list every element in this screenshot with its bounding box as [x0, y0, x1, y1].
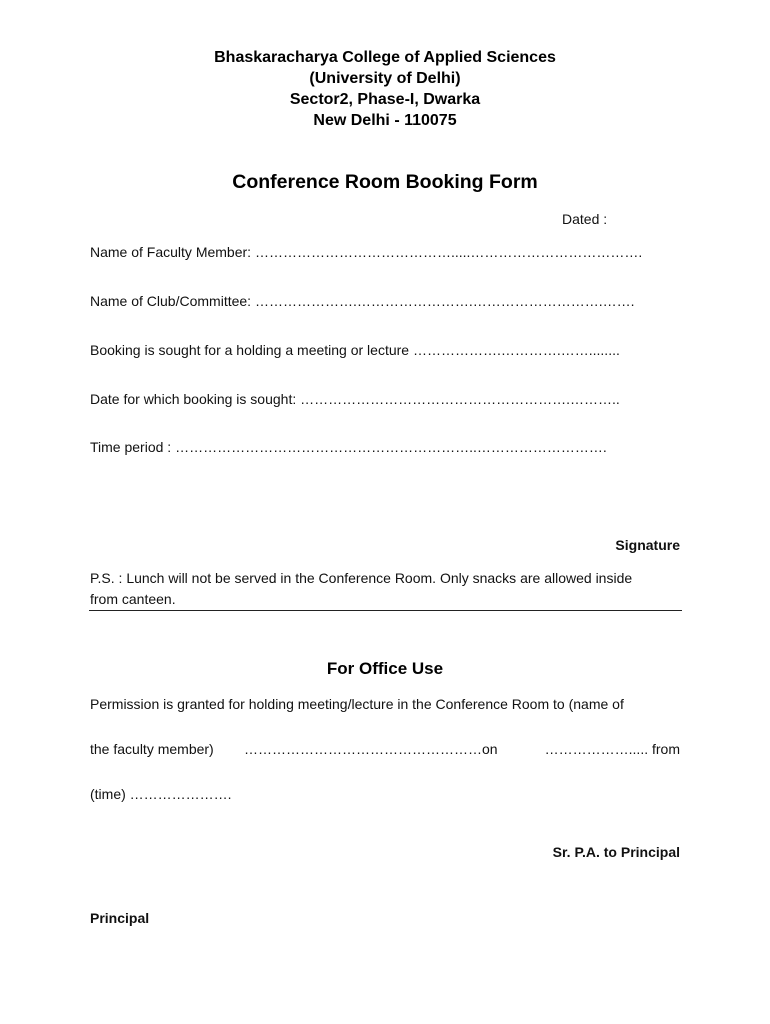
time-period-field: Time period : ………………………………………………………..………………………. — [90, 439, 607, 455]
principal-label: Principal — [90, 910, 150, 926]
university-name: (University of Delhi) — [309, 70, 461, 87]
section-divider — [89, 610, 682, 611]
address-line-1: Sector2, Phase-I, Dwarka — [289, 91, 481, 108]
college-name: Bhaskaracharya College of Applied Sciences — [214, 49, 556, 66]
club-committee-field: Name of Club/Committee: ………………….…………………….……………………….……. — [90, 293, 635, 309]
permission-line-2c: ………………..... from — [544, 741, 680, 757]
permission-line-2a: the faculty member) — [90, 741, 214, 757]
booking-date-field: Date for which booking is sought: ………………………………………………….……….. — [90, 391, 620, 407]
booking-purpose-field: Booking is sought for a holding a meeting or lecture ……………….………….……........ — [90, 342, 620, 358]
sr-pa-label: Sr. P.A. to Principal — [552, 844, 680, 860]
note-line-2: from canteen. — [90, 591, 176, 607]
signature-label: Signature — [615, 537, 680, 553]
address-line-2: New Delhi - 110075 — [313, 112, 457, 129]
office-use-title: For Office Use — [326, 659, 444, 678]
note-line-1: P.S. : Lunch will not be served in the Conference Room. Only snacks are allowed inside — [90, 570, 633, 586]
form-title: Conference Room Booking Form — [232, 171, 538, 193]
permission-line-3: (time) …………………. — [90, 786, 232, 802]
permission-line-2b: ……………………………………………on — [244, 741, 498, 757]
faculty-name-field: Name of Faculty Member: …………………………………….....………………………………. — [90, 244, 643, 260]
dated-label: Dated : — [562, 211, 608, 227]
permission-line-1: Permission is granted for holding meeting/lecture in the Conference Room to (name of — [90, 696, 624, 712]
